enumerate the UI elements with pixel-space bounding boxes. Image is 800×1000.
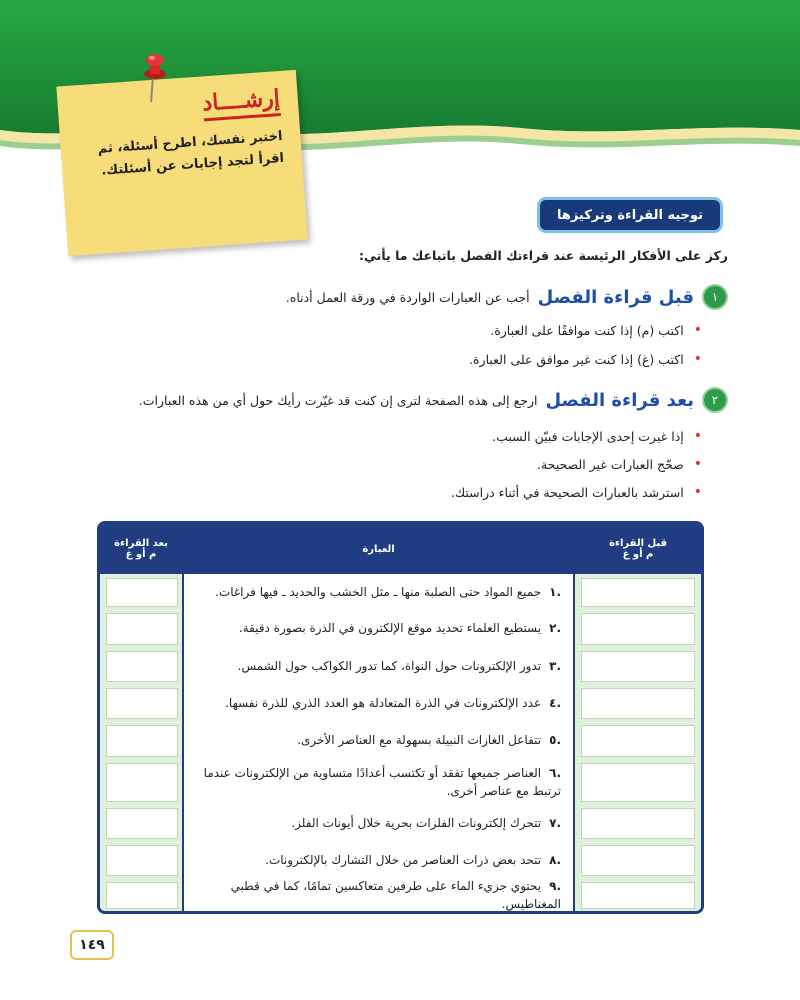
bullet-dot-icon: • <box>693 428 702 444</box>
tip-line: اقرأ لتجد إجابات عن أسئلتك. <box>100 150 285 179</box>
header-after-reading <box>100 524 182 574</box>
statement-cell <box>184 721 573 759</box>
page-number: ١٤٩ <box>70 930 114 960</box>
header-label: قبل القراءة <box>608 538 668 549</box>
statement-cell <box>184 684 573 721</box>
statement-number: .٦ <box>549 765 561 780</box>
after-reading-answer-box[interactable] <box>106 763 178 802</box>
statement-number: .١ <box>549 584 561 599</box>
header-statement <box>184 524 573 574</box>
table-row <box>100 721 701 759</box>
after-reading-answer-box[interactable] <box>106 808 178 839</box>
step-before-reading <box>28 284 728 310</box>
statement-number: .٥ <box>549 733 561 747</box>
before-reading-answer-box[interactable] <box>581 613 695 645</box>
after-reading-answer-box[interactable] <box>106 725 178 757</box>
bullet-text: اكتب (غ) إذا كنت غير موافق على العبارة. <box>469 351 684 367</box>
after-reading-answer-box[interactable] <box>106 882 178 909</box>
tip-line: اختبر نفسك، اطرح أسئلة، ثم <box>97 128 283 157</box>
statement-number: .٧ <box>549 815 561 830</box>
before-reading-answer-box[interactable] <box>581 845 695 876</box>
before-reading-answer-box[interactable] <box>581 882 695 909</box>
bullet-text: اكتب (م) إذا كنت موافقًا على العبارة. <box>490 322 684 338</box>
statement-text: جميع المواد حتى الصلبة منها ـ مثل الخشب والحديد ـ فيها فراغات. <box>215 584 542 599</box>
bullet-item <box>62 351 702 367</box>
before-reading-answer-box[interactable] <box>581 651 695 682</box>
step-number-badge: ٢ <box>702 387 728 413</box>
column-divider <box>573 524 575 911</box>
step-number-badge: ١ <box>702 284 728 310</box>
column-divider <box>182 524 184 911</box>
header-sublabel: م أو غ <box>125 549 157 560</box>
statement-cell <box>184 841 573 878</box>
section-title: توجيه القراءة وتركيزها <box>540 200 720 230</box>
statement-cell <box>184 804 573 841</box>
before-reading-answer-box[interactable] <box>581 725 695 757</box>
statement-cell <box>184 759 573 804</box>
statement-text: تتحرك إلكترونات الفلزات بحرية خلال أيونات الفلز. <box>291 815 542 830</box>
header-before-reading <box>575 524 701 574</box>
statement-number: .٢ <box>549 621 561 635</box>
statement-text: تتفاعل الغازات النبيلة بسهولة مع العناصر الأخرى. <box>297 733 542 747</box>
anticipation-table <box>97 521 704 914</box>
statement-text: يحتوي جزيء الماء على طرفين متعاكسين تمامًا، كما في قطبي المغناطيس. <box>230 878 561 911</box>
after-reading-answer-box[interactable] <box>106 578 178 607</box>
statement-cell <box>184 574 573 609</box>
statement-text: العناصر جميعها تفقد أو تكتسب أعدادًا متساوية من الإلكترونات عندما ترتبط مع عناصر أخرى. <box>203 765 561 798</box>
table-row <box>100 841 701 878</box>
bullet-dot-icon: • <box>693 351 702 367</box>
table-row <box>100 804 701 841</box>
bullet-item <box>62 456 702 472</box>
after-reading-answer-box[interactable] <box>106 845 178 876</box>
tip-title: إرشــــاد <box>202 85 281 121</box>
bullet-dot-icon: • <box>693 322 702 338</box>
table-row <box>100 609 701 647</box>
after-reading-answer-box[interactable] <box>106 688 178 719</box>
statement-number: .٣ <box>549 658 561 673</box>
step-title: قبل قراءة الفصل <box>537 286 694 308</box>
header-sublabel: م أو غ <box>622 549 654 560</box>
statement-cell <box>184 609 573 647</box>
header-label: العبارة <box>362 543 395 555</box>
bullet-item <box>62 484 702 500</box>
statement-text: عدد الإلكترونات في الذرة المتعادلة هو العدد الذري للذرة نفسها. <box>225 695 542 710</box>
statement-number: .٤ <box>549 695 561 710</box>
bullet-text: استرشد بالعبارات الصحيحة في أثناء دراستك. <box>450 484 684 500</box>
statement-cell <box>184 878 573 911</box>
statement-text: تتحد بعض ذرات العناصر من خلال التشارك بالإلكترونات. <box>265 852 542 867</box>
header-label: بعد القراءة <box>114 538 168 549</box>
step-description: ارجع إلى هذه الصفحة لترى إن كنت قد غيّرت رأيك حول أي من هذه العبارات. <box>138 392 538 408</box>
table-row <box>100 878 701 911</box>
before-reading-answer-box[interactable] <box>581 808 695 839</box>
bullet-item <box>62 428 702 444</box>
table-row <box>100 574 701 609</box>
before-reading-answer-box[interactable] <box>581 763 695 802</box>
table-row <box>100 759 701 804</box>
step-after-reading <box>28 387 728 413</box>
step-description: أجب عن العبارات الواردة في ورقة العمل أدناه. <box>285 289 530 305</box>
statement-cell <box>184 647 573 684</box>
statement-number: .٨ <box>549 852 561 867</box>
intro-text: ركز على الأفكار الرئيسة عند قراءتك الفصل باتباعك ما يأتي: <box>359 248 728 263</box>
step-title: بعد قراءة الفصل <box>545 389 694 411</box>
statement-text: تدور الإلكترونات حول النواة، كما تدور الكواكب حول الشمس. <box>237 658 542 673</box>
bullet-item <box>62 322 702 338</box>
bullet-dot-icon: • <box>693 484 702 500</box>
after-reading-answer-box[interactable] <box>106 613 178 645</box>
table-header <box>100 524 701 574</box>
statement-text: يستطيع العلماء تحديد موقع الإلكترون في الذرة بصورة دقيقة. <box>238 621 542 635</box>
pushpin-icon <box>140 52 170 104</box>
table-row <box>100 684 701 721</box>
statement-number: .٩ <box>549 878 561 893</box>
table-row <box>100 647 701 684</box>
before-reading-answer-box[interactable] <box>581 688 695 719</box>
before-reading-answer-box[interactable] <box>581 578 695 607</box>
bullet-text: إذا غيرت إحدى الإجابات فبيّن السبب. <box>492 428 684 444</box>
after-reading-answer-box[interactable] <box>106 651 178 682</box>
bullet-dot-icon: • <box>693 456 702 472</box>
bullet-text: صحّح العبارات غير الصحيحة. <box>536 456 684 472</box>
tip-note <box>56 70 307 256</box>
